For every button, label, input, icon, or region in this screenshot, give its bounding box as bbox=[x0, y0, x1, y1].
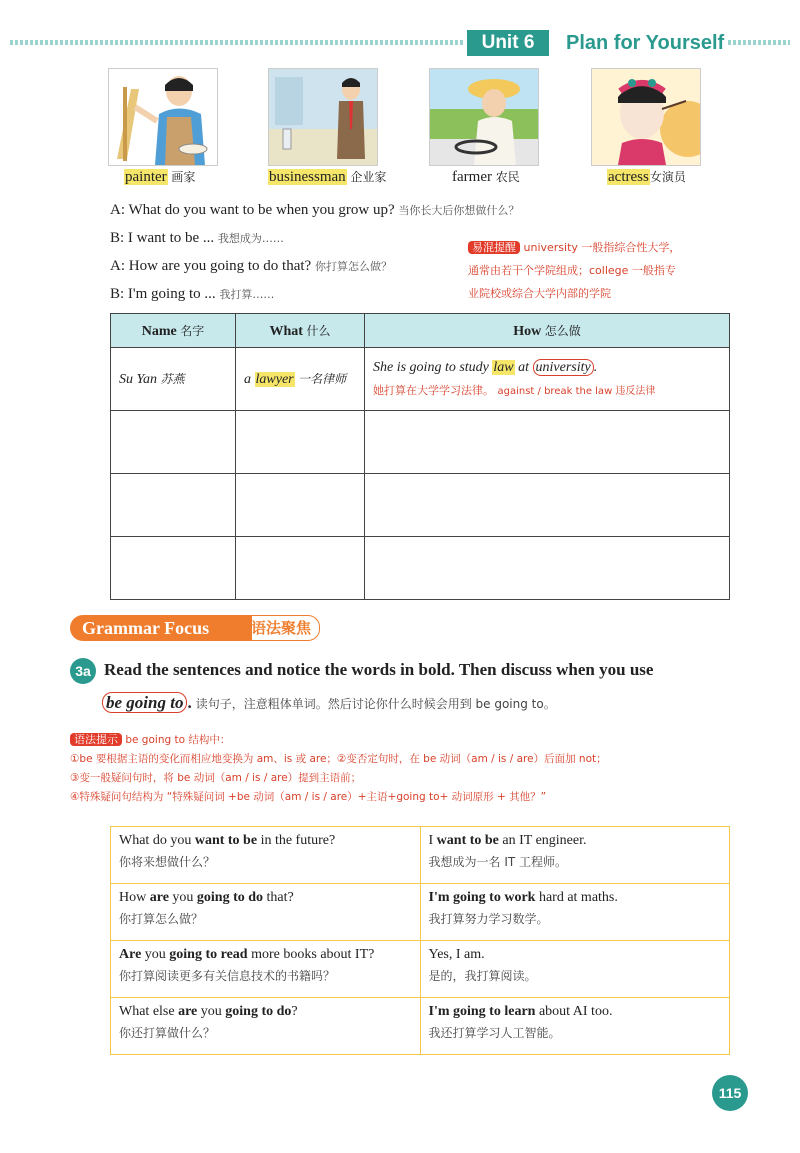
grammar-focus-badge: Grammar Focus bbox=[70, 615, 252, 641]
table-row: What else are you going to do? 你还打算做什么？ I'm going to learn about AI too. 我还打算学习人工智能。 bbox=[111, 998, 730, 1055]
page-number: 115 bbox=[712, 1075, 748, 1111]
farmer-illustration bbox=[429, 68, 539, 166]
grammar-examples-table bbox=[110, 826, 730, 1055]
header-what: What 什么 bbox=[236, 314, 365, 348]
table-row: What do you want to be in the future? 你将来想做什么？ I want to be an IT engineer. 我想成为一名 IT 工程师。 bbox=[111, 827, 730, 884]
header-divider-left bbox=[10, 40, 465, 45]
cell-how: She is going to study law at university . 她打算在大学学习法律。 against / break the law 违反法律 bbox=[365, 348, 730, 411]
header-name: Name 名字 bbox=[111, 314, 236, 348]
career-plan-table bbox=[110, 313, 730, 600]
grammar-focus-cn: 语法聚焦 bbox=[242, 615, 320, 641]
table-row bbox=[111, 348, 730, 411]
dialogue-line: A: What do you want to be when you grow up? 当你长大后你想做什么？ bbox=[110, 202, 520, 218]
actress-illustration bbox=[591, 68, 701, 166]
unit-badge: Unit 6 bbox=[467, 30, 549, 56]
caption-actress: actress女演员 bbox=[608, 169, 686, 185]
header-how: How 怎么做 bbox=[365, 314, 730, 348]
table-row bbox=[111, 537, 730, 600]
table-row bbox=[111, 411, 730, 474]
keyword-be-going-to: be going to bbox=[102, 692, 187, 713]
confusion-note: 易混提醒 university 一般指综合性大学， 通常由若干个学院组成；college 一般指专 业院校或综合大学内部的学院 bbox=[468, 241, 681, 300]
table-row: Are you going to read more books about IT? 你打算阅读更多有关信息技术的书籍吗？ Yes, I am. 是的，我打算阅读。 bbox=[111, 941, 730, 998]
caption-farmer: farmer 农民 bbox=[452, 169, 520, 185]
dialogue-line: B: I'm going to ... 我打算…… bbox=[110, 286, 275, 302]
businessman-illustration bbox=[268, 68, 378, 166]
header-divider-right bbox=[728, 40, 790, 45]
painter-illustration bbox=[108, 68, 218, 166]
unit-title: Plan for Yourself bbox=[566, 32, 725, 54]
dialogue-line: B: I want to be ... 我想成为…… bbox=[110, 230, 284, 246]
exercise-number: 3a bbox=[70, 658, 96, 684]
instruction-line-2: be going to . 读句子，注意粗体单词。然后讨论你什么时候会用到 be going to。 bbox=[102, 693, 556, 713]
dialogue-line: A: How are you going to do that? 你打算怎么做？ bbox=[110, 258, 392, 274]
table-row bbox=[111, 474, 730, 537]
caption-painter: painter 画家 bbox=[125, 169, 196, 185]
cell-what: a lawyer 一名律师 bbox=[236, 348, 365, 411]
cell-name: Su Yan 苏燕 bbox=[111, 348, 236, 411]
exercise-instruction: Read the sentences and notice the words in bold. Then discuss when you use bbox=[104, 660, 654, 679]
grammar-tip: 语法提示 be going to 结构中： ①be 要根据主语的变化而相应地变换为 am、is 或 are；②变否定句时，在 be 动词（am / is / are）后面加 not； ③变一般疑问句时，将 be 动词（am / is / are）提到主语前； ④特殊疑问句结构为 “特殊疑问词 +be 动词（am / is / are）+主语+going to+ 动词原形 + 其他？” bbox=[70, 733, 607, 803]
tip-tag: 语法提示 bbox=[70, 733, 122, 746]
note-tag: 易混提醒 bbox=[468, 241, 520, 254]
table-row: How are you going to do that? 你打算怎么做？ I'm going to work hard at maths. 我打算努力学习数学。 bbox=[111, 884, 730, 941]
caption-businessman: businessman 企业家 bbox=[269, 169, 387, 185]
